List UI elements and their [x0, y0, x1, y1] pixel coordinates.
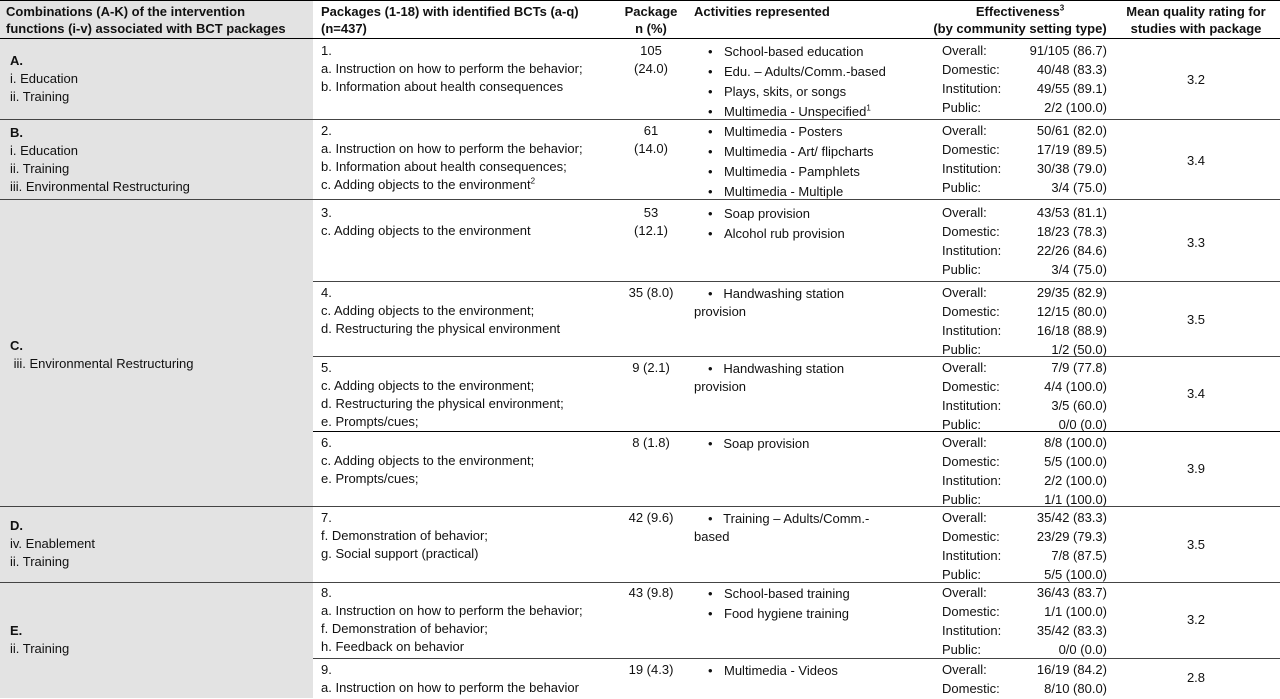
quality-rating: 3.2	[1186, 612, 1206, 627]
setting-value: 1/1 (100.0)	[1044, 604, 1107, 619]
setting-label: Domestic:	[942, 454, 1000, 469]
group-letter: B.	[10, 125, 23, 140]
setting-value: 0/0 (0.0)	[1058, 417, 1107, 432]
package-number: 9.	[321, 662, 332, 677]
activity-item	[694, 63, 886, 83]
rule-pkg8-9	[313, 658, 1280, 659]
effectiveness-row	[942, 122, 1107, 141]
activities-list	[694, 585, 850, 625]
bct-text: a. Instruction on how to perform the behavior;	[321, 141, 583, 156]
activity-item	[694, 83, 886, 103]
package-number: 4.	[321, 285, 332, 300]
setting-value: 4/4 (100.0)	[1044, 379, 1107, 394]
activity-line: • Handwashing station	[708, 286, 845, 301]
setting-label: Public:	[942, 342, 982, 357]
package-count	[612, 204, 690, 240]
group-letter: C.	[10, 338, 23, 353]
activity-text: Multimedia - Pamphlets	[724, 164, 860, 179]
bct-item	[321, 60, 583, 78]
setting-value: 7/9 (77.8)	[1051, 360, 1107, 375]
rule-after-b	[0, 199, 1280, 200]
activity-item	[694, 103, 886, 123]
bct-item	[321, 78, 583, 96]
setting-label: Institution:	[942, 81, 1002, 96]
package-count	[612, 434, 690, 452]
bct-item	[321, 176, 583, 194]
bct-text: a. Instruction on how to perform the behavior;	[321, 61, 583, 76]
setting-value: 5/5 (100.0)	[1044, 567, 1107, 582]
bct-item	[321, 470, 534, 488]
rule-pkg3-4	[313, 281, 1280, 282]
effectiveness-row	[942, 453, 1107, 472]
quality-rating: 3.5	[1186, 312, 1206, 327]
setting-value: 17/19 (89.5)	[1036, 142, 1107, 157]
group-function: iv. Enablement	[10, 536, 96, 551]
effectiveness-row	[942, 284, 1107, 303]
activities-list	[694, 205, 845, 245]
package-count-line: 35 (8.0)	[628, 285, 674, 300]
quality-rating: 3.3	[1186, 235, 1206, 250]
package-count-line: 8 (1.8)	[632, 435, 670, 450]
setting-label: Institution:	[942, 623, 1002, 638]
header-packages: Packages (1-18) with identified BCTs (a-q) (n=437)	[321, 4, 579, 36]
group-letter: E.	[10, 623, 23, 638]
group-function: ii. Training	[10, 641, 70, 656]
package-bcts	[321, 434, 534, 488]
activity-line: provision	[694, 379, 747, 394]
quality-rating: 2.8	[1186, 670, 1206, 685]
bct-text: b. Information about health consequences	[321, 79, 564, 94]
bct-item	[321, 222, 531, 240]
rule-after-a	[0, 119, 1280, 120]
setting-value: 8/8 (100.0)	[1044, 435, 1107, 450]
package-count	[612, 509, 690, 527]
effectiveness-block	[942, 122, 1107, 198]
package-number: 2.	[321, 123, 332, 138]
setting-label: Domestic:	[942, 304, 1000, 319]
package-number: 5.	[321, 360, 332, 375]
group-function: ii. Training	[10, 89, 70, 104]
setting-label: Overall:	[942, 510, 987, 525]
activity-text: Multimedia - Art/ flipcharts	[724, 144, 874, 159]
effectiveness-row	[942, 622, 1107, 641]
group-letter: A.	[10, 53, 23, 68]
bct-item	[321, 158, 583, 176]
setting-label: Public:	[942, 642, 982, 657]
activity-item	[694, 143, 874, 163]
package-bcts	[321, 204, 531, 240]
bct-item	[321, 602, 583, 620]
effectiveness-row	[942, 509, 1107, 528]
package-count-line: 53	[643, 205, 659, 220]
effectiveness-row	[942, 661, 1107, 680]
setting-label: Domestic:	[942, 604, 1000, 619]
setting-value: 8/10 (80.0)	[1044, 681, 1107, 696]
setting-value: 2/2 (100.0)	[1044, 473, 1107, 488]
setting-value: 36/43 (83.7)	[1036, 585, 1107, 600]
activity-line: based	[694, 529, 730, 544]
effectiveness-row	[942, 204, 1107, 223]
setting-label: Overall:	[942, 123, 987, 138]
setting-value: 18/23 (78.3)	[1036, 224, 1107, 239]
package-count-line: (14.0)	[634, 141, 668, 156]
bct-item	[321, 320, 560, 338]
group-c	[10, 337, 194, 373]
quality-rating: 3.4	[1186, 386, 1206, 401]
quality-rating: 3.9	[1186, 461, 1206, 476]
activity-item	[694, 205, 845, 225]
setting-value: 22/26 (84.6)	[1036, 243, 1107, 258]
activities-list	[694, 123, 874, 203]
effectiveness-row	[942, 547, 1107, 566]
bct-text: c. Adding objects to the environment;	[321, 378, 535, 393]
activity-text: Plays, skits, or songs	[724, 84, 847, 99]
setting-label: Overall:	[942, 285, 987, 300]
package-count	[612, 42, 690, 78]
bct-item	[321, 452, 534, 470]
activity-item	[694, 183, 874, 203]
activity-text: Alcohol rub provision	[724, 226, 845, 241]
activities-list	[694, 43, 886, 123]
header-combinations: Combinations (A-K) of the intervention functions (i-v) associated with BCT packages	[6, 4, 286, 36]
bct-item	[321, 620, 583, 638]
effectiveness-row	[942, 378, 1107, 397]
header-quality-rating: Mean quality rating for studies with package	[1126, 4, 1266, 36]
effectiveness-row	[942, 160, 1107, 179]
bct-text: c. Adding objects to the environment;	[321, 303, 535, 318]
setting-value: 40/48 (83.3)	[1036, 62, 1107, 77]
group-letter: D.	[10, 518, 23, 533]
effectiveness-row	[942, 80, 1107, 99]
effectiveness-row	[942, 359, 1107, 378]
setting-label: Institution:	[942, 323, 1002, 338]
setting-label: Public:	[942, 262, 982, 277]
setting-label: Domestic:	[942, 224, 1000, 239]
effectiveness-block	[942, 584, 1107, 660]
package-bcts	[321, 584, 583, 656]
setting-value: 29/35 (82.9)	[1036, 285, 1107, 300]
setting-label: Institution:	[942, 398, 1002, 413]
setting-label: Public:	[942, 492, 982, 507]
package-number: 8.	[321, 585, 332, 600]
effectiveness-row	[942, 472, 1107, 491]
setting-value: 49/55 (89.1)	[1036, 81, 1107, 96]
effectiveness-row	[942, 223, 1107, 242]
group-b	[10, 124, 190, 196]
effectiveness-block	[942, 204, 1107, 280]
bct-text: f. Demonstration of behavior;	[321, 621, 488, 636]
setting-value: 35/42 (83.3)	[1036, 623, 1107, 638]
activities-list	[694, 435, 809, 453]
effectiveness-row	[942, 341, 1107, 360]
activity-text: Multimedia - Unspecified	[724, 104, 867, 119]
group-function: ii. Training	[10, 161, 70, 176]
package-count-line: (24.0)	[634, 61, 668, 76]
bct-text: a. Instruction on how to perform the behavior	[321, 680, 579, 695]
bct-text: b. Information about health consequences;	[321, 159, 567, 174]
package-bcts	[321, 359, 564, 431]
bct-text: h. Feedback on behavior	[321, 639, 465, 654]
activity-item	[694, 123, 874, 143]
rule-pkg5-6	[313, 431, 1280, 432]
setting-value: 1/1 (100.0)	[1044, 492, 1107, 507]
effectiveness-row	[942, 61, 1107, 80]
bct-text: e. Prompts/cues;	[321, 471, 419, 486]
group-function: i. Education	[10, 71, 78, 86]
setting-value: 43/53 (81.1)	[1036, 205, 1107, 220]
activity-item	[694, 163, 874, 183]
group-function: iii. Environmental Restructuring	[10, 356, 194, 371]
setting-value: 35/42 (83.3)	[1036, 510, 1107, 525]
setting-label: Public:	[942, 180, 982, 195]
setting-label: Institution:	[942, 473, 1002, 488]
bct-text: g. Social support (practical)	[321, 546, 479, 561]
activity-line: • Handwashing station	[708, 361, 845, 376]
setting-value: 7/8 (87.5)	[1051, 548, 1107, 563]
activity-line: provision	[694, 304, 747, 319]
package-count-line: 19 (4.3)	[628, 662, 674, 677]
setting-label: Institution:	[942, 548, 1002, 563]
effectiveness-row	[942, 680, 1107, 699]
package-count	[612, 584, 690, 602]
package-count	[612, 661, 690, 679]
activity-item	[694, 662, 838, 682]
setting-value: 5/5 (100.0)	[1044, 454, 1107, 469]
activity-text: Soap provision	[724, 206, 810, 221]
effectiveness-block	[942, 284, 1107, 360]
package-count-line: 9 (2.1)	[632, 360, 670, 375]
setting-label: Domestic:	[942, 142, 1000, 157]
setting-value: 3/5 (60.0)	[1051, 398, 1107, 413]
package-number: 7.	[321, 510, 332, 525]
bct-item	[321, 302, 560, 320]
footnote-marker: 2	[530, 176, 536, 186]
setting-value: 2/2 (100.0)	[1044, 100, 1107, 115]
group-a	[10, 52, 78, 106]
rule-after-c	[0, 506, 1280, 507]
setting-value: 91/105 (86.7)	[1029, 43, 1107, 58]
activity-item	[694, 605, 850, 625]
effectiveness-row	[942, 179, 1107, 198]
effectiveness-row	[942, 303, 1107, 322]
setting-value: 23/29 (79.3)	[1036, 529, 1107, 544]
quality-rating: 3.2	[1186, 72, 1206, 87]
setting-value: 3/4 (75.0)	[1051, 262, 1107, 277]
bct-text: a. Instruction on how to perform the behavior;	[321, 603, 583, 618]
setting-label: Overall:	[942, 360, 987, 375]
bct-item	[321, 638, 583, 656]
setting-label: Overall:	[942, 43, 987, 58]
quality-rating: 3.5	[1186, 537, 1206, 552]
package-bcts	[321, 509, 488, 563]
bct-item	[321, 679, 579, 697]
group-function: i. Education	[10, 143, 78, 158]
bct-item	[321, 140, 583, 158]
effectiveness-row	[942, 491, 1107, 510]
setting-value: 16/18 (88.9)	[1036, 323, 1107, 338]
setting-label: Institution:	[942, 161, 1002, 176]
activity-line: • Soap provision	[708, 436, 810, 451]
rule-pkg4-5	[313, 356, 1280, 357]
group-function: iii. Environmental Restructuring	[10, 179, 190, 194]
setting-value: 12/15 (80.0)	[1036, 304, 1107, 319]
package-number: 1.	[321, 43, 332, 58]
effectiveness-row	[942, 416, 1107, 435]
rule-after-d	[0, 582, 1280, 583]
activity-text: Multimedia - Multiple	[724, 184, 844, 199]
activity-text: Food hygiene training	[724, 606, 850, 621]
effectiveness-row	[942, 261, 1107, 280]
setting-label: Public:	[942, 567, 982, 582]
activity-text: Multimedia - Posters	[724, 124, 843, 139]
table-header	[0, 0, 1280, 39]
activity-text: Edu. – Adults/Comm.-based	[724, 64, 886, 79]
package-count	[612, 359, 690, 377]
quality-rating: 3.4	[1186, 153, 1206, 168]
package-count-line: 61	[643, 123, 659, 138]
package-bcts	[321, 284, 560, 338]
package-count-line: 43 (9.8)	[628, 585, 674, 600]
setting-label: Institution:	[942, 243, 1002, 258]
effectiveness-block	[942, 509, 1107, 585]
setting-value: 1/2 (50.0)	[1051, 342, 1107, 357]
bct-text: d. Restructuring the physical environment	[321, 321, 561, 336]
effectiveness-row	[942, 242, 1107, 261]
setting-label: Domestic:	[942, 681, 1000, 696]
effectiveness-row	[942, 528, 1107, 547]
package-count-line: (12.1)	[634, 223, 668, 238]
package-number: 3.	[321, 205, 332, 220]
package-count-line: 105	[640, 43, 662, 58]
effectiveness-block	[942, 434, 1107, 510]
bct-text: c. Adding objects to the environment;	[321, 453, 535, 468]
bct-text: e. Prompts/cues;	[321, 414, 419, 429]
header-effectiveness: Effectiveness$^3$ (by community setting type)	[933, 3, 1107, 36]
effectiveness-row	[942, 603, 1107, 622]
bct-text: d. Restructuring the physical environment;	[321, 396, 564, 411]
setting-label: Overall:	[942, 662, 987, 677]
package-count	[612, 284, 690, 302]
bct-item	[321, 413, 564, 431]
setting-value: 0/0 (0.0)	[1058, 642, 1107, 657]
setting-label: Public:	[942, 100, 982, 115]
bct-item	[321, 395, 564, 413]
header-activities: Activities represented	[694, 4, 830, 19]
activity-text: Multimedia - Videos	[724, 663, 838, 678]
bct-item	[321, 377, 564, 395]
effectiveness-row	[942, 584, 1107, 603]
package-count-line: 42 (9.6)	[628, 510, 674, 525]
group-e	[10, 622, 69, 658]
bct-text: f. Demonstration of behavior;	[321, 528, 488, 543]
setting-label: Overall:	[942, 205, 987, 220]
setting-label: Overall:	[942, 435, 987, 450]
setting-value: 16/19 (84.2)	[1036, 662, 1107, 677]
bct-item	[321, 545, 488, 563]
effectiveness-block	[942, 42, 1107, 118]
setting-label: Domestic:	[942, 62, 1000, 77]
activity-text: School-based training	[724, 586, 850, 601]
setting-label: Overall:	[942, 585, 987, 600]
effectiveness-row	[942, 42, 1107, 61]
package-bcts	[321, 661, 579, 697]
activity-item	[694, 43, 886, 63]
activities-list	[694, 285, 844, 321]
activity-item	[694, 585, 850, 605]
package-bcts	[321, 122, 583, 194]
package-number: 6.	[321, 435, 332, 450]
activities-list	[694, 360, 844, 396]
activity-line: • Training – Adults/Comm.-	[708, 511, 870, 526]
setting-label: Public:	[942, 417, 982, 432]
group-d	[10, 517, 95, 571]
activities-list	[694, 662, 838, 682]
bct-text: c. Adding objects to the environment	[321, 177, 531, 192]
bct-item	[321, 527, 488, 545]
package-bcts	[321, 42, 583, 96]
activity-item	[694, 225, 845, 245]
effectiveness-row	[942, 434, 1107, 453]
effectiveness-block	[942, 661, 1107, 699]
setting-value: 3/4 (75.0)	[1051, 180, 1107, 195]
effectiveness-row	[942, 397, 1107, 416]
setting-label: Domestic:	[942, 379, 1000, 394]
setting-label: Domestic:	[942, 529, 1000, 544]
activities-list	[694, 510, 869, 546]
effectiveness-row	[942, 99, 1107, 118]
effectiveness-row	[942, 322, 1107, 341]
setting-value: 30/38 (79.0)	[1036, 161, 1107, 176]
bct-text: c. Adding objects to the environment	[321, 223, 531, 238]
package-count	[612, 122, 690, 158]
activity-text: School-based education	[724, 44, 864, 59]
footnote-marker: 1	[866, 103, 871, 113]
effectiveness-block	[942, 359, 1107, 435]
header-package-n: Package n (%)	[624, 4, 678, 36]
group-function: ii. Training	[10, 554, 70, 569]
effectiveness-row	[942, 141, 1107, 160]
setting-value: 50/61 (82.0)	[1036, 123, 1107, 138]
